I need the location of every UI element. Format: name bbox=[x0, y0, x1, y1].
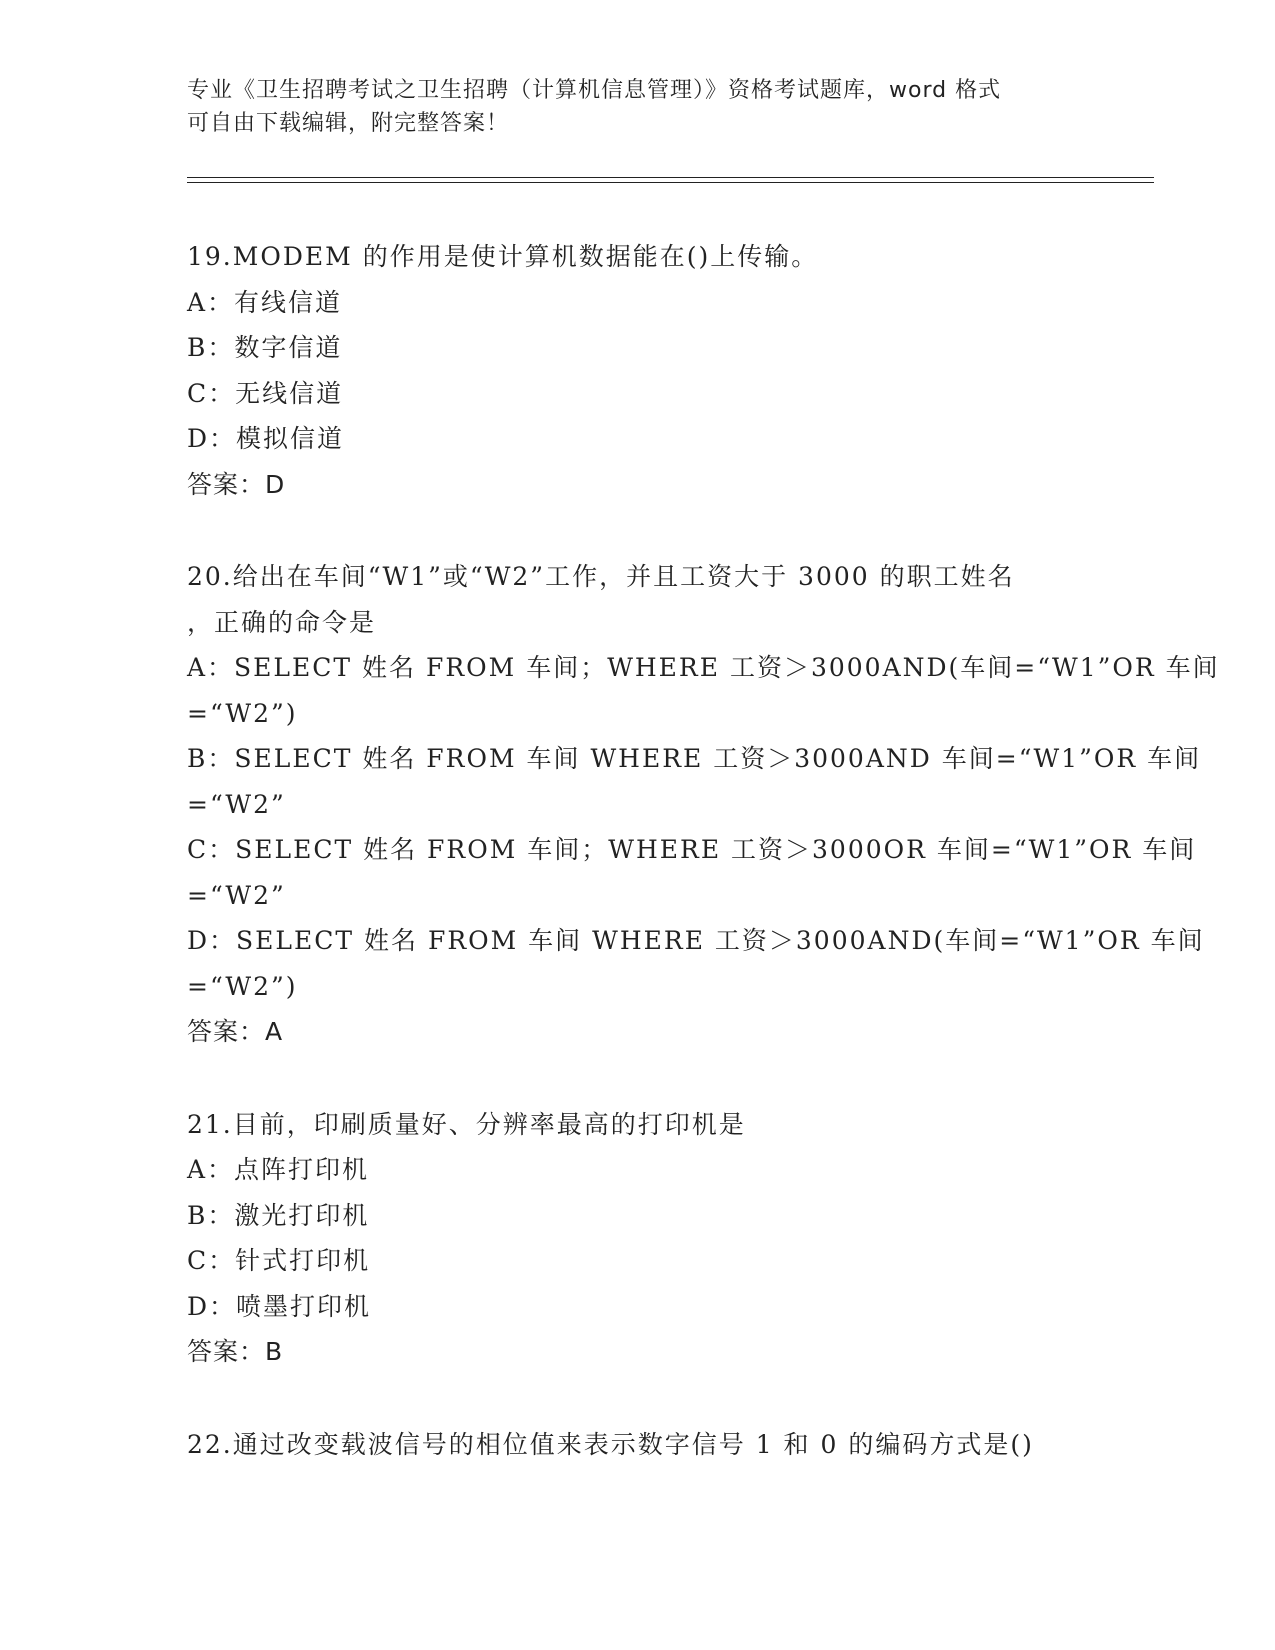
option-line: D：SELECT 姓名 FROM 车间 WHERE 工资＞3000AND(车间=“W1”OR 车间 bbox=[187, 926, 1205, 955]
answer-option bbox=[187, 325, 1087, 371]
option-line: =“W2”) bbox=[187, 971, 298, 1001]
answer-option bbox=[187, 1238, 1087, 1284]
option-line: A：SELECT 姓名 FROM 车间；WHERE 工资＞3000AND(车间=“W1”OR 车间 bbox=[187, 653, 1220, 682]
option-line: A：有线信道 bbox=[187, 287, 343, 317]
option-line: B：激光打印机 bbox=[187, 1200, 370, 1230]
question-stem-line: 22.通过改变载波信号的相位值来表示数字信号 1 和 0 的编码方式是() bbox=[187, 1429, 1034, 1459]
option-line: B：SELECT 姓名 FROM 车间 WHERE 工资＞3000AND 车间=“W1”OR 车间 bbox=[187, 744, 1202, 773]
question-block bbox=[187, 554, 1220, 1055]
header-line-2: 可自由下载编辑，附完整答案！ bbox=[187, 111, 510, 136]
question-spacer bbox=[187, 507, 1087, 554]
answer-option bbox=[187, 1284, 1087, 1330]
header-double-rule bbox=[187, 177, 1154, 183]
question-block bbox=[187, 234, 1087, 507]
option-line: C：无线信道 bbox=[187, 378, 344, 408]
answer-option bbox=[187, 736, 1202, 827]
answer-key: 答案：D bbox=[187, 469, 286, 499]
question-list bbox=[187, 234, 1220, 1467]
question-stem-line: 21.目前，印刷质量好、分辨率最高的打印机是 bbox=[187, 1109, 746, 1139]
answer-option bbox=[187, 1193, 1087, 1239]
option-line: A：点阵打印机 bbox=[187, 1155, 370, 1184]
option-line: B：数字信道 bbox=[187, 333, 343, 362]
question-block bbox=[187, 1102, 1087, 1375]
answer-option bbox=[187, 1147, 1087, 1193]
header-rule-bottom bbox=[187, 182, 1154, 183]
answer-option bbox=[187, 645, 1220, 736]
question-stem-line: ，正确的命令是 bbox=[187, 607, 377, 637]
option-line: C：针式打印机 bbox=[187, 1246, 371, 1275]
option-line: D：模拟信道 bbox=[187, 424, 345, 453]
header-line-1: 专业《卫生招聘考试之卫生招聘（计算机信息管理）》资格考试题库，word 格式 bbox=[187, 78, 1002, 103]
answer-option bbox=[187, 416, 1087, 462]
answer-option bbox=[187, 827, 1197, 918]
question-stem-line: 20.给出在车间“W1”或“W2”工作，并且工资大于 3000 的职工姓名 bbox=[187, 562, 1015, 591]
answer-option bbox=[187, 918, 1205, 1009]
document-header bbox=[187, 74, 1087, 140]
answer-key: 答案：B bbox=[187, 1337, 284, 1366]
option-line: D：喷墨打印机 bbox=[187, 1291, 372, 1321]
option-line: =“W2” bbox=[187, 880, 286, 910]
question-spacer bbox=[187, 1055, 1087, 1102]
question-spacer bbox=[187, 1375, 1087, 1422]
option-line: =“W2” bbox=[187, 789, 286, 819]
question-block bbox=[187, 1422, 1087, 1468]
answer-option bbox=[187, 280, 1087, 326]
answer-key: 答案：A bbox=[187, 1017, 284, 1046]
question-stem-line: 19.MODEM 的作用是使计算机数据能在()上传输。 bbox=[187, 242, 819, 271]
option-line: =“W2”) bbox=[187, 698, 298, 728]
option-line: C：SELECT 姓名 FROM 车间；WHERE 工资＞3000OR 车间=“W1”OR 车间 bbox=[187, 835, 1197, 864]
header-rule-top bbox=[187, 177, 1154, 178]
answer-option bbox=[187, 371, 1087, 417]
